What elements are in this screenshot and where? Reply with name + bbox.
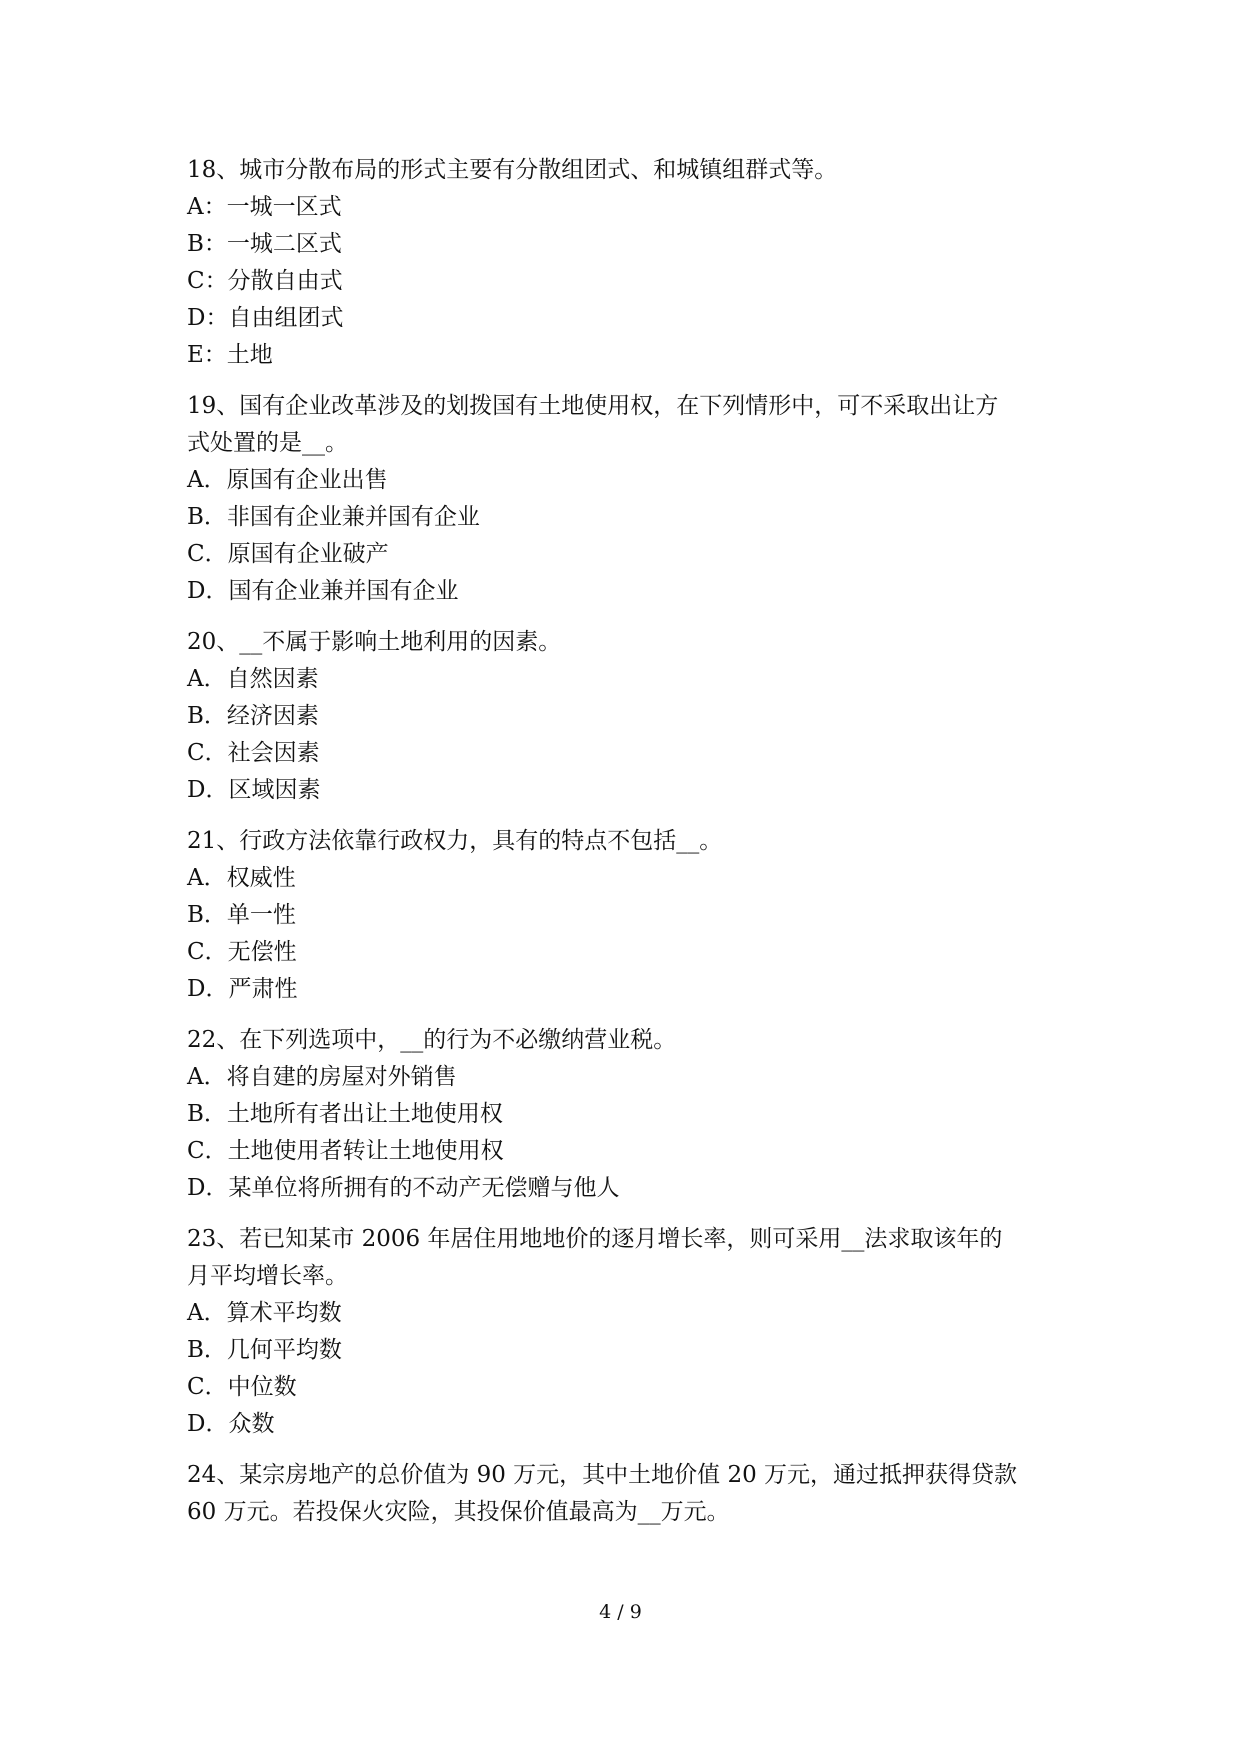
option-c: C．原国有企业破产: [187, 541, 389, 567]
option-c: C．社会因素: [187, 740, 320, 766]
question-list: [187, 152, 1067, 1545]
option-c: C．中位数: [187, 1374, 297, 1400]
option-b: B．经济因素: [187, 703, 319, 729]
question-19: [187, 388, 1067, 610]
question-text-continued: 60 万元。若投保火灾险，其投保价值最高为__万元。: [187, 1499, 730, 1525]
question-21: [187, 823, 1067, 1008]
option-d: D：自由组团式: [187, 305, 344, 331]
question-24: [187, 1457, 1067, 1531]
option-a: A．原国有企业出售: [187, 467, 388, 493]
option-b: B．单一性: [187, 902, 296, 928]
page-number: 4 / 9: [599, 1601, 642, 1623]
option-b: B．几何平均数: [187, 1337, 342, 1363]
question-20: [187, 624, 1067, 809]
question-text: 22、在下列选项中，__的行为不必缴纳营业税。: [187, 1027, 677, 1053]
option-a: A．权威性: [187, 865, 296, 891]
question-23: [187, 1221, 1067, 1443]
option-c: C．无偿性: [187, 939, 297, 965]
option-d: D．某单位将所拥有的不动产无偿赠与他人: [187, 1175, 620, 1201]
option-d: D．国有企业兼并国有企业: [187, 578, 459, 604]
question-text: 20、__不属于影响土地利用的因素。: [187, 629, 562, 655]
option-a: A．算术平均数: [187, 1300, 342, 1326]
question-text: 24、某宗房地产的总价值为 90 万元，其中土地价值 20 万元，通过抵押获得贷款: [187, 1462, 1018, 1488]
option-e: E：土地: [187, 342, 273, 368]
option-c: C：分散自由式: [187, 268, 343, 294]
question-text: 21、行政方法依靠行政权力，具有的特点不包括__。: [187, 828, 723, 854]
question-text-continued: 式处置的是__。: [187, 430, 348, 456]
option-d: D．众数: [187, 1411, 275, 1437]
question-text-continued: 月平均增长率。: [187, 1263, 348, 1289]
option-d: D．严肃性: [187, 976, 298, 1002]
question-text: 23、若已知某市 2006 年居住用地地价的逐月增长率，则可采用__法求取该年的: [187, 1226, 1003, 1252]
option-a: A．自然因素: [187, 666, 319, 692]
option-a: A．将自建的房屋对外销售: [187, 1064, 457, 1090]
option-c: C．土地使用者转让土地使用权: [187, 1138, 504, 1164]
question-22: [187, 1022, 1067, 1207]
option-b: B．土地所有者出让土地使用权: [187, 1101, 503, 1127]
option-b: B：一城二区式: [187, 231, 342, 257]
question-18: [187, 152, 1067, 374]
option-a: A：一城一区式: [187, 194, 342, 220]
question-text: 18、城市分散布局的形式主要有分散组团式、和城镇组群式等。: [187, 157, 838, 183]
option-b: B．非国有企业兼并国有企业: [187, 504, 480, 530]
option-d: D．区域因素: [187, 777, 321, 803]
question-text: 19、国有企业改革涉及的划拨国有土地使用权，在下列情形中，可不采取出让方: [187, 393, 999, 419]
